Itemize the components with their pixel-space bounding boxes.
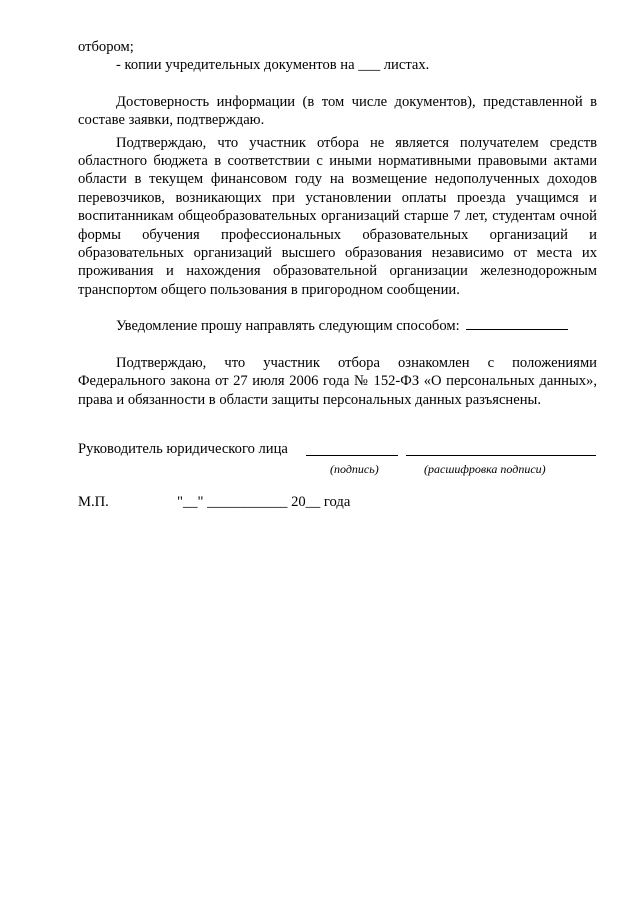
date-field[interactable]: "__" ___________ 20__ года — [177, 494, 351, 510]
signature-field[interactable] — [306, 455, 398, 456]
paragraph-confirm-budget: Подтверждаю, что участник отбора не является получателем средств областного бюджета в соответствии с иными нормативными правовыми актами области в текущем финансовом году на возмещение недополученных доходов перевозчиков, возникающих при установлении оплаты проезда учащимся и воспитанникам общеобразовательных организаций старше 7 лет, студентам очной формы обучения профессиональных образовательных организаций и образовательных организаций высшего образования независимо от места их проживания и нахождения образовательной организации железнодорожным транспортом общего пользования в пригородном сообщении. — [78, 134, 597, 298]
signature-block — [78, 440, 598, 478]
paragraph-reliability: Достоверность информации (в том числе документов), представленной в составе заявки, подтверждаю. — [78, 93, 597, 129]
notify-text: Уведомление прошу направлять следующим способом: — [116, 318, 460, 335]
paragraph-personal-data: Подтверждаю, что участник отбора ознакомлен с положениями Федерального закона от 27 июля 2006 года № 152-ФЗ «О персональных данных», права и обязанности в области защиты персональных данных разъяснены. — [78, 354, 597, 408]
hint-signature: (подпись) — [330, 462, 379, 476]
signature-transcript-field[interactable] — [406, 455, 596, 456]
text-copies-item: - копии учредительных документов на ___ листах. — [116, 57, 430, 74]
text-line-prev: отбором; — [78, 39, 134, 55]
notify-method-field[interactable] — [466, 317, 568, 330]
signature-label: Руководитель юридического лица — [78, 441, 288, 457]
document-body — [78, 38, 597, 409]
paragraph-notify — [78, 317, 597, 335]
hint-transcript: (расшифровка подписи) — [424, 462, 546, 476]
stamp-date-row — [78, 493, 598, 513]
signature-hints — [78, 460, 598, 478]
signature-row — [78, 440, 598, 460]
stamp-label: М.П. — [78, 494, 109, 510]
